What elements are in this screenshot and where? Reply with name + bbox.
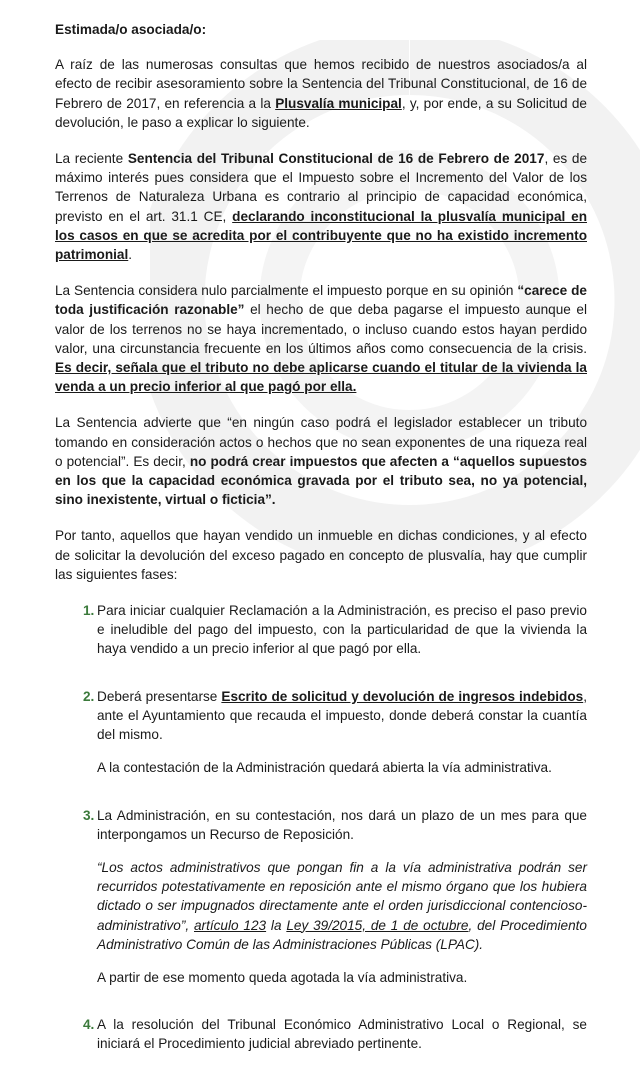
greeting: Estimada/o asociada/o: [55, 22, 207, 37]
text: , es de máximo interés pues considera que el Impuesto sobre el Incremento del Valor de los Terrenos de Naturaleza Urbana es contrario al principio de capacidad económica, previsto en el art. 31.1 CE, [55, 151, 588, 224]
bold-text: no podrá crear impuestos que afecten a “aquellos supuestos en los que la capacidad económica gravada por el tributo sea, no ya potencial, sino inexistente, virtual o ficticia”. [55, 453, 588, 508]
text: La Administración, en su contestación, nos dará un plazo de un mes para que interpongamos un Recurso de Reposición. [97, 807, 587, 842]
step-note: A partir de ese momento queda agotada la vía administrativa. [97, 969, 468, 985]
list-item [83, 1015, 587, 1067]
text: Deberá presentarse [97, 688, 222, 704]
step-note: A la contestación de la Administración quedará abierta la vía administrativa. [97, 760, 552, 776]
step-number: 2. [83, 688, 95, 704]
bold-text: “carece de toda justificación razonable” [55, 283, 587, 318]
text: “Los actos administrativos que pongan fin a la vía administrativa podrán ser recurridos potestativamente en reposición ante el mismo órgano que los hubiera dictado o ser impugnados directamente ante el orden jurisdiccional contencioso-administrativo”, [97, 859, 587, 933]
list-item [83, 687, 587, 792]
step-text [97, 601, 587, 673]
paragraph-nulo [55, 281, 587, 396]
plusvalia-link[interactable]: Plusvalía municipal [275, 95, 402, 111]
step-number: 3. [83, 807, 95, 823]
step-text [97, 687, 587, 792]
text: Para iniciar cualquier Reclamación a la Administración, es preciso el paso previo e ineludible del pago del impuesto, con la particularidad de que la vivienda la haya vendido a un precio inferior al que pagó por ella. [97, 603, 587, 657]
text: La reciente [55, 151, 128, 167]
step-number: 1. [83, 603, 95, 619]
legal-quote [97, 858, 587, 954]
step-text [97, 806, 587, 1002]
paragraph-fases: Por tanto, aquellos que hayan vendido un inmueble en dichas condiciones, y al efecto de solicitar la devolución del exceso pagado en concepto de plusvalía, hay que cumplir las siguientes fases: [55, 528, 587, 582]
articulo-link[interactable]: artículo 123 [194, 917, 267, 933]
text: , ante el Ayuntamiento que recauda el impuesto, donde deberá constar la cuantía del mismo. [97, 688, 587, 743]
list-item [83, 601, 587, 673]
text: La Sentencia considera nulo parcialmente el impuesto porque en su opinión [55, 283, 518, 299]
text: , del Procedimiento Administrativo Común de las Administraciones Públicas (LPAC). [97, 917, 587, 952]
letter-body [55, 20, 587, 1082]
text [97, 687, 587, 745]
text: , y, por ende, a su Solicitud de devolución, le paso a explicar lo siguiente. [55, 95, 587, 130]
ley-link[interactable]: Ley 39/2015, de 1 de octubre [286, 917, 469, 933]
text: La Sentencia advierte que “en ningún caso podrá el legislador establecer un tributo tomando en consideración actos o hechos que no sean exponentes de una riqueza real o potencial”. Es decir, [55, 415, 587, 469]
step-text [97, 1015, 587, 1067]
paragraph-sentencia [55, 149, 587, 264]
bold-underlined-text: Es decir, señala que el tributo no debe aplicarse cuando el titular de la vivienda la venda a un precio inferior al que pagó por ella. [55, 360, 587, 395]
text: el hecho de que deba pagarse el impuesto aunque el valor de los terrenos no se haya incrementado, o incluso cuando estos hayan perdido valor, una circunstancia frecuente en los últimos años como consecuencia de la crisis. [55, 302, 588, 356]
bold-underlined-text: declarando inconstitucional la plusvalía municipal en los casos en que se acredita por el contribuyente que no ha existido incremento patrimonial [55, 208, 587, 263]
steps-list [83, 601, 587, 1067]
paragraph-intro [55, 55, 587, 132]
paragraph-advierte [55, 413, 587, 509]
escrito-link[interactable]: Escrito de solicitud y devolución de ingresos indebidos [221, 688, 584, 704]
text: A la resolución del Tribunal Económico Administrativo Local o Regional, se iniciará el Procedimiento judicial abreviado pertinente. [97, 1017, 587, 1052]
text: A raíz de las numerosas consultas que hemos recibido de nuestros asociados/a al efecto de recibir asesoramiento sobre la Sentencia del Tribunal Constitucional, de 16 de Febrero de 2017, en referencia a la [55, 57, 587, 111]
bold-text: Sentencia del Tribunal Constitucional de 16 de Febrero de 2017 [127, 151, 545, 167]
text: la [266, 917, 287, 933]
step-number: 4. [83, 1017, 95, 1033]
text: . [128, 247, 133, 263]
list-item [83, 806, 587, 1002]
